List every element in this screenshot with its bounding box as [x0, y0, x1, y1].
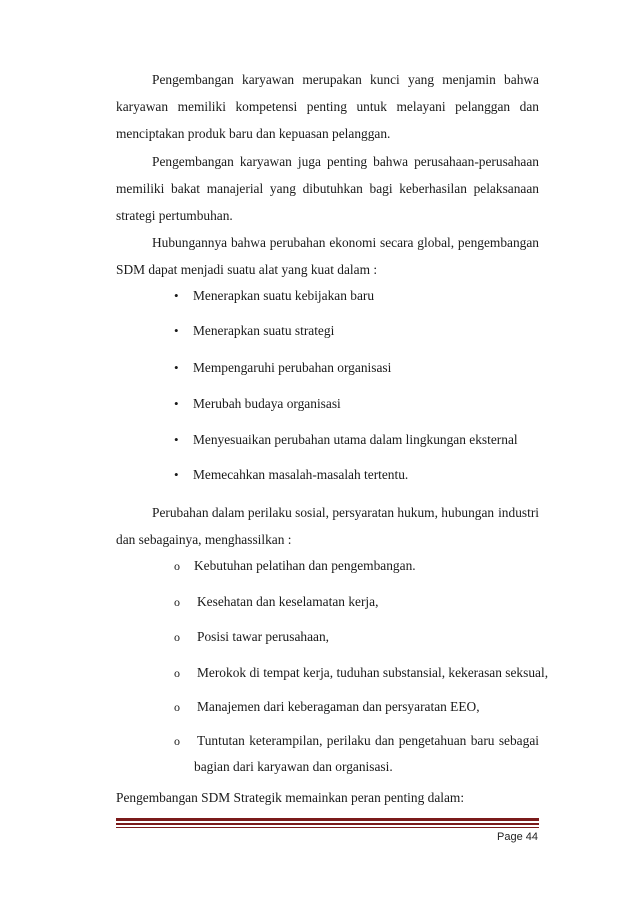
- paragraph-4-line-1-text: Perubahan dalam perilaku sosial, persyaratan hukum, hubungan: [152, 505, 495, 520]
- footer-rule-thin: [116, 827, 539, 828]
- bullet-item: Menerapkan suatu strategi: [193, 323, 335, 338]
- circle-bullet-icon: o: [174, 559, 180, 573]
- bullet-item: Menyesuaikan perubahan utama dalam lingkungan eksternal: [193, 432, 518, 447]
- bullet-icon: •: [174, 288, 179, 303]
- bullet-item: Mempengaruhi perubahan organisasi: [193, 360, 392, 375]
- bullet-icon: •: [174, 360, 179, 375]
- circle-bullet-icon: o: [174, 734, 180, 748]
- paragraph-2-line-1: Pengembangan karyawan juga penting bahwa perusahaan-perusahaan: [152, 154, 539, 169]
- circle-item: Kebutuhan pelatihan dan pengembangan.: [194, 558, 416, 573]
- paragraph-1-line-1: Pengembangan karyawan merupakan kunci yang menjamin bahwa: [152, 72, 539, 87]
- paragraph-1: [116, 66, 539, 147]
- paragraph-2-line-3: strategi pertumbuhan.: [116, 208, 233, 223]
- circle-bullet-icon: o: [174, 700, 180, 714]
- paragraph-1-line-3: menciptakan produk baru dan kepuasan pelanggan.: [116, 126, 391, 141]
- bullet-icon: •: [174, 396, 179, 411]
- paragraph-5: [116, 784, 539, 811]
- paragraph-3-line-2: SDM dapat menjadi suatu alat yang kuat dalam :: [116, 262, 378, 277]
- circle-item: Manajemen dari keberagaman dan persyaratan EEO,: [197, 699, 480, 714]
- paragraph-2-line-2: memiliki bakat manajerial yang dibutuhkan bagi keberhasilan pelaksanaan: [116, 181, 539, 196]
- paragraph-4-line-1: [116, 499, 539, 526]
- paragraph-2: [116, 148, 539, 229]
- circle-item: Merokok di tempat kerja, tuduhan substansial, kekerasan seksual,: [197, 665, 549, 680]
- circle-item: Posisi tawar perusahaan,: [197, 629, 330, 644]
- footer-rule-thick: [116, 818, 539, 821]
- paragraph-4: [116, 499, 539, 553]
- paragraph-4-line-1-end: industri: [498, 505, 539, 520]
- circle-bullet-icon: o: [174, 595, 180, 609]
- circle-item-line-1: Tuntutan keterampilan, perilaku dan pengetahuan baru sebagai: [197, 733, 539, 748]
- circle-bullet-icon: o: [174, 630, 180, 644]
- paragraph-3: [116, 229, 539, 283]
- bullet-item: Menerapkan suatu kebijakan baru: [193, 288, 375, 303]
- circle-item-multiline: [194, 731, 539, 777]
- circle-item-line-2: bagian dari karyawan dan organisasi.: [194, 759, 393, 774]
- bullet-icon: •: [174, 432, 179, 447]
- paragraph-4-line-2: dan sebagainya, menghassilkan :: [116, 532, 292, 547]
- bullet-icon: •: [174, 467, 179, 482]
- bullet-item: Merubah budaya organisasi: [193, 396, 341, 411]
- bullet-item: Memecahkan masalah-masalah tertentu.: [193, 467, 409, 482]
- bullet-icon: •: [174, 323, 179, 338]
- paragraph-1-line-2: karyawan memiliki kompetensi penting untuk melayani pelanggan dan: [116, 99, 539, 114]
- footer-rule-middle: [116, 823, 539, 825]
- circle-bullet-icon: o: [174, 666, 180, 680]
- page-number: Page 44: [497, 831, 538, 843]
- paragraph-5-line-1: Pengembangan SDM Strategik memainkan peran penting dalam:: [116, 790, 465, 805]
- paragraph-3-line-1: Hubungannya bahwa perubahan ekonomi secara global, pengembangan: [152, 235, 539, 250]
- circle-item: Kesehatan dan keselamatan kerja,: [197, 594, 379, 609]
